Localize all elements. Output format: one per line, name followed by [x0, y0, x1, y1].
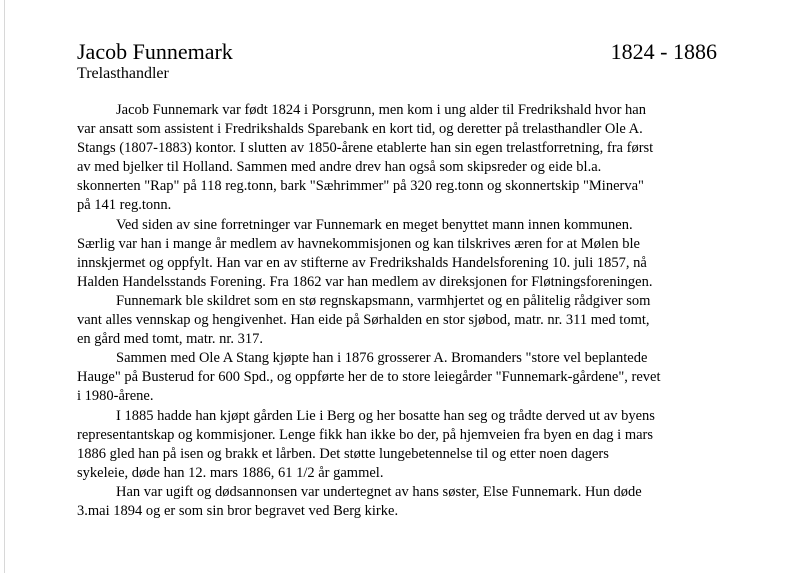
- text-line: innskjermet og oppfylt. Han var en av stifterne av Fredrikshalds Handelsforening 10. juli 1857, nå: [77, 254, 647, 271]
- text-line: Stangs (1807-1883) kontor. I slutten av 1850-årene etablerte han sin egen trelastforretning, fra først: [77, 140, 654, 157]
- person-name: Jacob Funnemark: [77, 39, 233, 64]
- text-line: Særlig var han i mange år medlem av havnekommisjonen og kan tilskrives æren for at Mølen ble: [77, 235, 640, 252]
- life-years: 1824 - 1886: [610, 39, 717, 64]
- text-line: en gård med tomt, matr. nr. 317.: [77, 331, 264, 348]
- text-line: 1886 gled han på isen og brakk et lårben. Det støtte lungebetennelse til og etter noen dagers: [77, 445, 609, 462]
- text-line: Halden Handelsstands Forening. Fra 1862 var han medlem av direksjonen for Fløtningsforeningen.: [77, 273, 653, 290]
- paragraph-first-line: Funnemark ble skildret som en stø regnskapsmann, varmhjertet og en pålitelig rådgiver som: [116, 292, 651, 309]
- text-line: var ansatt som assistent i Fredrikshalds Sparebank en kort tid, og deretter på trelasthandler Ole A.: [77, 121, 643, 138]
- occupation: Trelasthandler: [77, 65, 169, 82]
- text-line: i 1980-årene.: [77, 388, 154, 405]
- page-left-edge: [4, 0, 5, 573]
- text-line: på 141 reg.tonn.: [77, 197, 172, 214]
- paragraph-first-line: I 1885 hadde han kjøpt gården Lie i Berg og her bosatte han seg og trådte derved ut av byens: [116, 407, 655, 424]
- title-row: [77, 38, 717, 66]
- text-line: sykeleie, døde han 12. mars 1886, 61 1/2 år gammel.: [77, 464, 384, 481]
- paragraph-first-line: Jacob Funnemark var født 1824 i Porsgrunn, men kom i ung alder til Fredrikshald hvor han: [116, 102, 646, 118]
- text-line: representantskap og kommisjoner. Lenge fikk han ikke bo der, på hjemveien fra byen en dag i mars: [77, 426, 654, 443]
- paragraph-first-line: Ved siden av sine forretninger var Funnemark en meget benyttet mann innen kommunen.: [116, 216, 633, 233]
- text-line: av med bjelker til Holland. Sammen med andre drev han også som skipsreder og eide bl.a.: [77, 159, 602, 176]
- text-line: vant alles vennskap og hengivenhet. Han eide på Sørhalden en stor sjøbod, matr. nr. 311 med tomt,: [77, 312, 650, 329]
- text-line: skonnerten "Rap" på 118 reg.tonn, bark "Sæhrimmer" på 320 reg.tonn og skonnertskip "Minerva": [77, 178, 644, 195]
- paragraph-first-line: Sammen med Ole A Stang kjøpte han i 1876 grosserer A. Bromanders "store vel beplantede: [116, 350, 648, 367]
- paragraph-first-line: Han var ugift og dødsannonsen var undertegnet av hans søster, Else Funnemark. Hun døde: [116, 483, 642, 500]
- text-line: Hauge" på Busterud for 600 Spd., og oppførte her de to store leiegårder "Funnemark-gårdene", revet: [77, 369, 661, 386]
- text-line: 3.mai 1894 og er som sin bror begravet ved Berg kirke.: [77, 502, 399, 519]
- biography-text: [77, 101, 727, 521]
